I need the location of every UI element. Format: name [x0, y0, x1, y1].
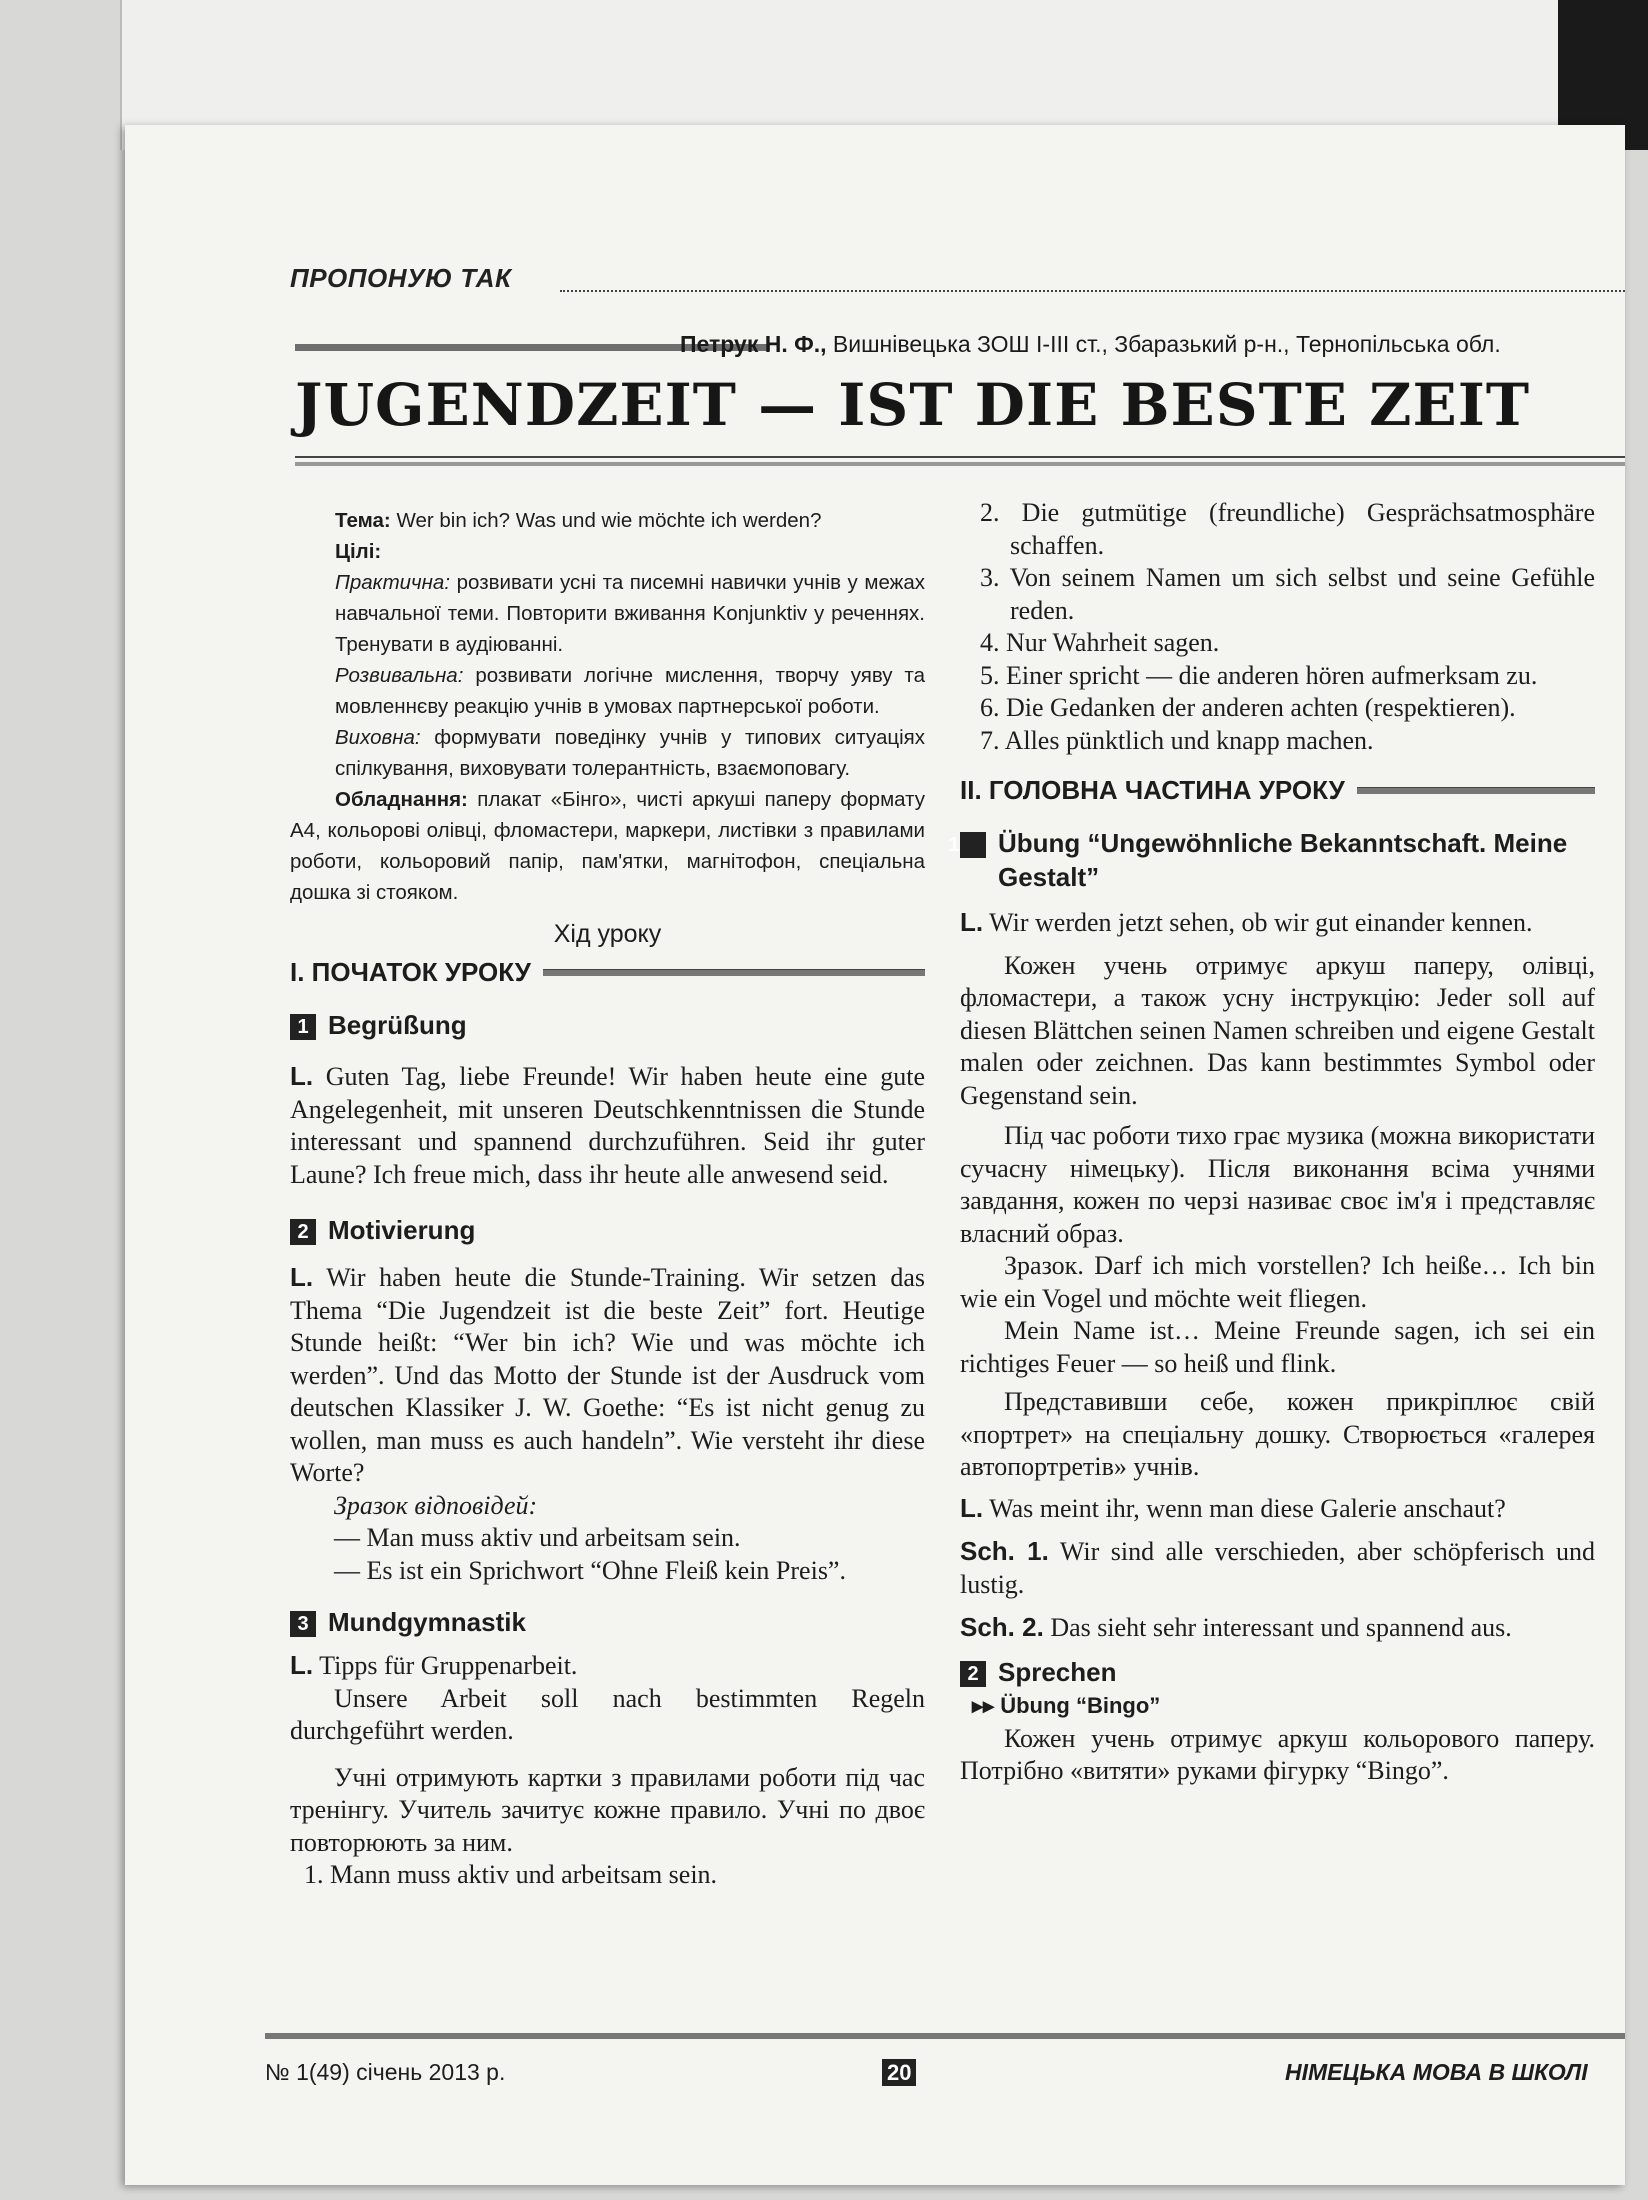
- vykh-text: формувати поведінку учнів у типових ситуаціях спілкування, виховувати толерантність, взаємоповагу.: [335, 726, 926, 780]
- equip-text: плакат «Бінго», чисті аркуші паперу формату А4, кольорові олівці, фломастери, маркери, листівки з правилами роботи, кольоровий папір, пам'ятки, магнітофон, спеціальна дошка зі стояком.: [290, 788, 925, 904]
- u1-heading: [948, 826, 1595, 894]
- bingo-heading: [960, 1693, 1595, 1719]
- rule-item: 6. Die Gedanken der anderen achten (respektieren).: [980, 693, 1516, 722]
- rule-item: 7. Alles pünktlich und knapp machen.: [980, 725, 1374, 755]
- s3-body3: Учні отримують картки з правилами роботи під час тренінгу. Учитель зачитує кожне правило. Учні по двоє повторюють за ним.: [290, 1762, 925, 1857]
- prakt-text: розвивати усні та писемні навички учнів у межах навчальної теми. Повторити вживання Konjunktiv у реченнях. Тренувати в аудіюванні.: [335, 571, 925, 656]
- s1-speaker: L.: [290, 1061, 314, 1091]
- footer-journal: НІМЕЦЬКА МОВА В ШКОЛІ: [1285, 2059, 1588, 2085]
- part1-bar: [543, 969, 925, 976]
- s2-title: Motivierung: [328, 1215, 476, 1245]
- s1-heading: [290, 1008, 925, 1042]
- s3-body2: Unsere Arbeit soll nach bestimmten Regeln durchgeführt werden.: [290, 1683, 925, 1745]
- u1-p5: Представивши себе, кожен прикріплює свій «портрет» на спеціальну дошку. Створюється «галерея автопортретів» учнів.: [960, 1387, 1595, 1481]
- u2-title: Sprechen: [998, 1656, 1117, 1687]
- u1-speaker: L.: [960, 907, 984, 937]
- title-rule: [295, 456, 1625, 458]
- part1-label: І. ПОЧАТОК УРОКУ: [290, 957, 531, 987]
- u1-p2: Під час роботи тихо грає музика (можна використати сучасну німецьку). Після виконання всіма учнями завдання, кожен по черзі називає своє ім'я і представляє власний образ.: [960, 1121, 1595, 1248]
- s2-speaker: L.: [290, 1262, 314, 1292]
- answers-label: Зразок відповідей:: [334, 1490, 538, 1520]
- header-dotted-line: [560, 290, 1625, 292]
- s1-number: 1: [290, 1014, 316, 1040]
- part2-heading: [960, 775, 1595, 806]
- u1-q-body: Was meint ihr, wenn man diese Galerie anschaut?: [989, 1493, 1506, 1523]
- bingo-text: Кожен учень отримує аркуш кольорового паперу. Потрібно «витяти» руками фігурку “Bingo”.: [960, 1723, 1595, 1785]
- s1-text: [290, 1060, 925, 1191]
- goals-label: Цілі:: [335, 540, 382, 563]
- part2-bar: [1357, 787, 1595, 794]
- article-title: JUGENDZEIT — IST DIE BESTE ZEIT: [295, 371, 1531, 439]
- rule-item: 5. Einer spricht — die anderen hören aufmerksam zu.: [980, 660, 1538, 690]
- u1-p3: Зразок. Darf ich mich vorstellen? Ich heiße… Ich bin wie ein Vogel und möchte weit fliegen.: [960, 1251, 1595, 1313]
- s3-number: 3: [290, 1611, 316, 1637]
- course-title: Хід уроку: [553, 920, 662, 948]
- u1-question: [960, 1492, 1595, 1526]
- footer-rule: [265, 2033, 1625, 2039]
- u2-number: 2: [960, 1661, 986, 1687]
- u1-body: Wir werden jetzt sehen, ob wir gut einander kennen.: [989, 908, 1533, 937]
- u2-heading: [960, 1655, 1595, 1689]
- s3-speaker: L.: [290, 1650, 314, 1680]
- answer-1: — Man muss aktiv und arbeitsam sein.: [334, 1523, 741, 1552]
- page-number: 20: [882, 2059, 916, 2086]
- sch1-answer: [960, 1535, 1595, 1601]
- u1-p1: Кожен учень отримує аркуш паперу, олівці, фломастери, а також усну інструкцію: Jeder soll auf diesen Blättchen seinen Namen schreiben und eigene Gestalt malen oder zeichnen. Das kann bestimmtes Symbol oder Gegenstand sein.: [960, 950, 1595, 1110]
- sch2-answer: [960, 1611, 1595, 1645]
- u1-number: 1: [960, 832, 986, 858]
- prakt-label: Практична:: [335, 571, 451, 594]
- sch1-label: Sch. 1.: [960, 1536, 1049, 1566]
- tema-text: Wer bin ich? Was und wie möchte ich werden?: [396, 509, 822, 532]
- s1-body: Guten Tag, liebe Freunde! Wir haben heute eine gute Angelegenheit, mit unseren Deutschkenntnissen die Stunde interessant und spannend durchzuführen. Seid ihr guter Laune? Ich freue mich, dass ihr heute alle anwesend seid.: [290, 1062, 925, 1189]
- rule-item: 2. Die gutmütige (freundliche) Gesprächsatmosphäre schaffen.: [980, 498, 1595, 560]
- sch1-body: Wir sind alle verschieden, aber schöpferisch und lustig.: [960, 1537, 1595, 1599]
- tema-label: Тема:: [335, 509, 391, 532]
- rozv-label: Розвивальна:: [335, 664, 464, 687]
- left-column: [290, 505, 925, 1892]
- answer-2: — Es ist ein Sprichwort “Ohne Fleiß kein Preis”.: [334, 1555, 846, 1585]
- s2-number: 2: [290, 1219, 316, 1245]
- u1-title: Übung “Ungewöhnliche Bekanntschaft. Meine Gestalt”: [998, 828, 1568, 892]
- right-column: [948, 497, 1595, 1788]
- part2-label: ІІ. ГОЛОВНА ЧАСТИНА УРОКУ: [960, 775, 1345, 805]
- author-line: [680, 331, 1501, 358]
- s2-body: Wir haben heute die Stunde-Training. Wir setzen das Thema “Die Jugendzeit ist die beste Zeit” fort. Heutige Stunde heißt: “Wer bin ich? Wie und was möchte ich werden”. Und das Motto der Stunde ist der Ausdruck vom deutschen Klassiker J. W. Goethe: “Es ist nicht genug zu wollen, man muss es auch handeln”. Wie versteht ihr diese Worte?: [290, 1263, 926, 1487]
- u1-q-speaker: L.: [960, 1492, 984, 1523]
- s1-title: Begrüßung: [328, 1010, 467, 1040]
- rule-1: 1. Mann muss aktiv und arbeitsam sein.: [304, 1860, 718, 1889]
- s3-title: Mundgymnastik: [328, 1607, 526, 1637]
- sch2-body: Das sieht sehr interessant und spannend aus.: [1050, 1613, 1512, 1642]
- s2-text: [290, 1261, 925, 1490]
- s3-body1: Tipps für Gruppenarbeit.: [319, 1651, 578, 1680]
- section-heading: ПРОПОНУЮ ТАК: [290, 263, 512, 293]
- footer-issue: № 1(49) січень 2013 р.: [265, 2059, 506, 2085]
- rule-item: 3. Von seinem Namen um sich selbst und seine Gefühle reden.: [980, 563, 1595, 625]
- intro-block: [290, 505, 925, 908]
- bingo-title: Übung “Bingo”: [1000, 1692, 1161, 1718]
- s3-heading: [290, 1605, 925, 1639]
- rozv-text: розвивати логічне мислення, творчу уяву та мовленнєву реакцію учнів в умовах партнерської роботи.: [335, 664, 925, 718]
- part1-heading: [290, 957, 925, 988]
- author-affiliation: Вишнівецька ЗОШ І-ІІІ ст., Збаразький р-н., Тернопільська обл.: [832, 331, 1501, 357]
- equip-label: Обладнання:: [335, 788, 468, 811]
- title-rule-shadow: [295, 462, 1625, 466]
- u1-intro: [960, 906, 1595, 940]
- rules-list: [960, 497, 1595, 757]
- u1-p4: Mein Name ist… Meine Freunde sagen, ich sei ein richtiges Feuer — so heiß und flink.: [960, 1316, 1595, 1378]
- journal-page: [125, 125, 1625, 2185]
- s3-intro: [290, 1649, 925, 1683]
- author-name: Петрук Н. Ф.,: [680, 331, 827, 357]
- rule-item: 4. Nur Wahrheit sagen.: [980, 628, 1220, 657]
- s2-heading: [290, 1213, 925, 1247]
- footer-page-box: [882, 2060, 916, 2086]
- double-arrow-icon: ▸▸: [972, 1692, 995, 1718]
- vykh-label: Виховна:: [335, 726, 421, 749]
- sch2-label: Sch. 2.: [960, 1612, 1044, 1642]
